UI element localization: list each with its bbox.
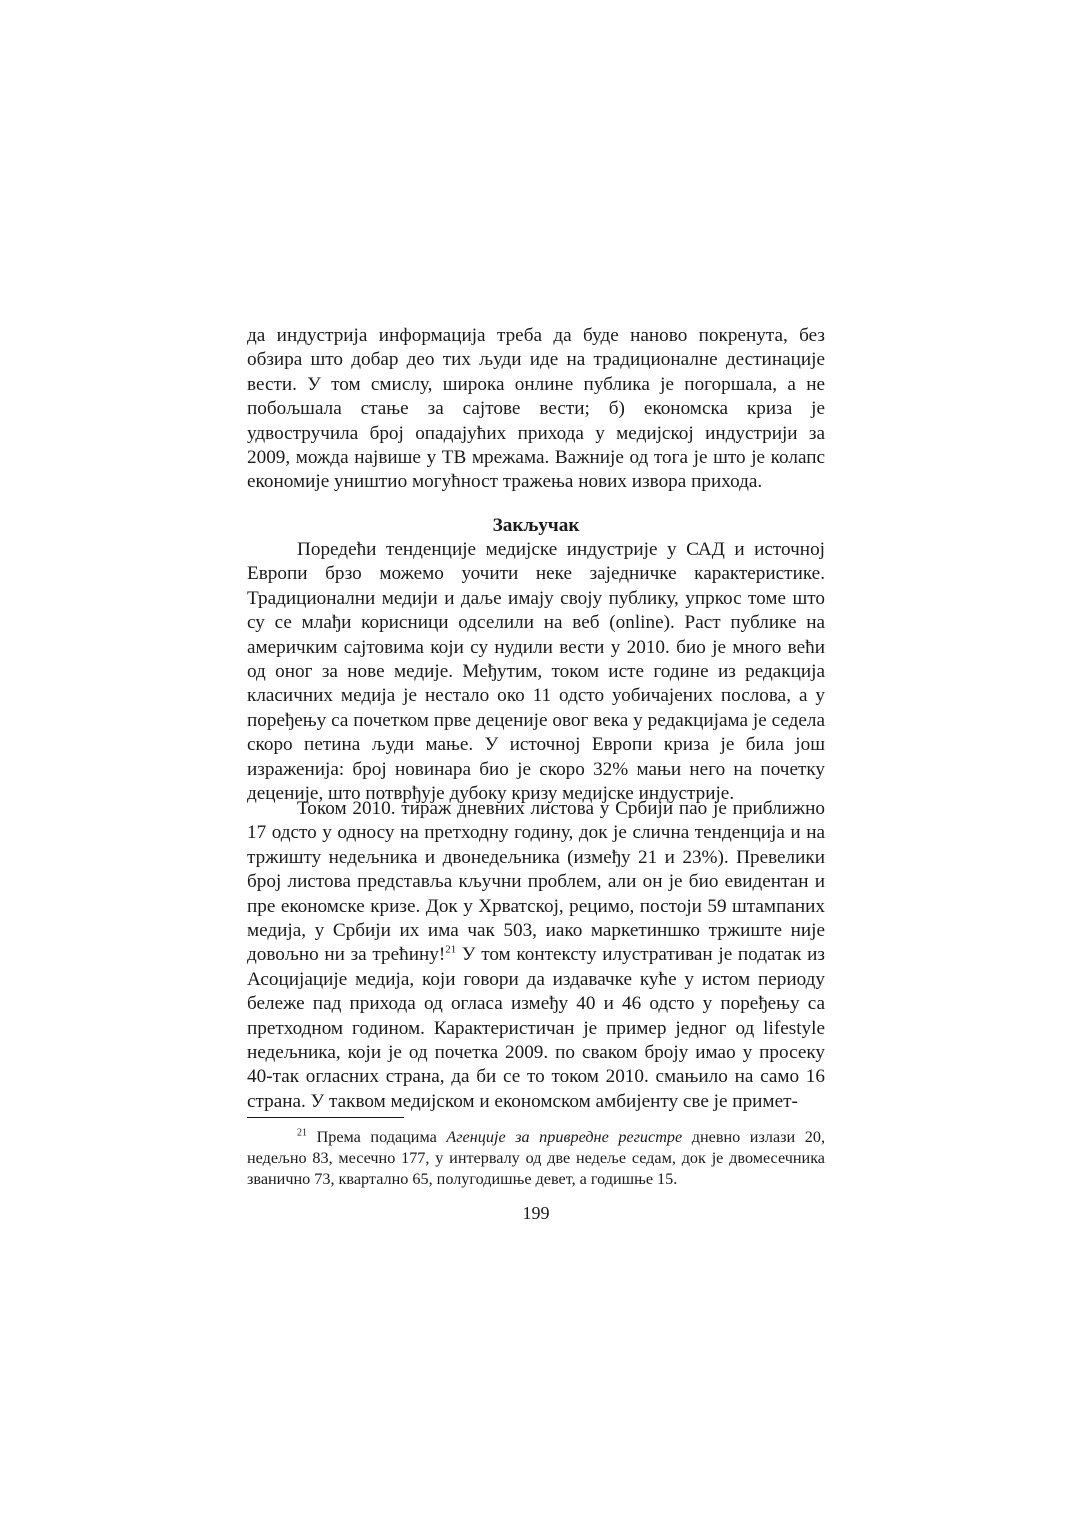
body-paragraph-intro: да индустрија информација треба да буде наново покренута, без обзира што добар део тих људи иде на традиционалне дестинације вести. У том смислу, широка онлине публика је погоршала, а не побољшала стање за сајтове вести; б) економска криза је удвостручила број опадајућих прихода у медијској индустрији за 2009, можда највише у ТВ мрежама. Важније од тога је што је колапс економије уништио могућност тражења нових извора прихода. (247, 325, 825, 493)
body-paragraph-conclusion-2 (247, 797, 825, 1114)
paragraph-text-part1: Током 2010. тираж дневних листова у Србији пао је приближно 17 одсто у односу на претходну годину, док је слична тенденција и на тржишту недељника и двонедељника (између 21 и 23%). Превелики број листова представља кључни проблем, али он је био евидентан и пре економске кризе. Док у Хрватској, рецимо, постоји 59 штампаних медија, у Србији их има чак 503, иако маркетиншко тржиште није довољно ни за трећину! (247, 798, 825, 966)
footnote-agency-name: Агенције за привредне регистре (446, 1128, 683, 1146)
footnote-text-before: Према подацима (307, 1128, 447, 1146)
page-number: 199 (522, 1203, 550, 1223)
footnote-number: 21 (297, 1127, 307, 1139)
section-heading: Закључак (492, 515, 580, 536)
footnote (247, 1127, 825, 1189)
footnote-reference: 21 (445, 944, 457, 957)
paragraph-text-part2: У том контексту илустративан је податак из Асоцијације медија, који говори да издавачке куће у истом периоду бележе пад прихода од огласа између 40 и 46 одсто у поређењу са претходном годином. Карактеристичан је пример једног од lifestyle недељника, који је од почетка 2009. по сваком броју имао у просеку 40-так огласних страна, да би се то током 2010. смањило на само 16 страна. У таквом медијском и економском амбијенту све је примет- (247, 944, 825, 1112)
footnote-separator (247, 1117, 404, 1118)
body-paragraph-conclusion-1: Поредећи тенденције медијске индустрије у САД и источној Европи брзо можемо уочити неке заједничке карактеристике. Традиционални медији и даље имају своју публику, упркос томе што су се млађи корисници одселили на веб (online). Раст публике на америчким сајтовима који су нудили вести у 2010. био је много већи од оног за нове медије. Међутим, током исте године из редакција класичних медија је нестало око 11 одсто уобичајених послова, а у поређењу са почетком прве деценије овог века у редакцијама је седела скоро петина људи мање. У источној Европи криза је била још израженија: број новинара био је скоро 32% мањи него на почетку деценије, што потврђује дубоку кризу медијске индустрије. (247, 539, 825, 805)
footnote-text-after: дневно излази 20, недељно 83, месечно 177, у интервалу од две недеље седам, док је двомесечника званично 73, квартално 65, полугодишње девет, а годишње 15. (247, 1128, 825, 1188)
